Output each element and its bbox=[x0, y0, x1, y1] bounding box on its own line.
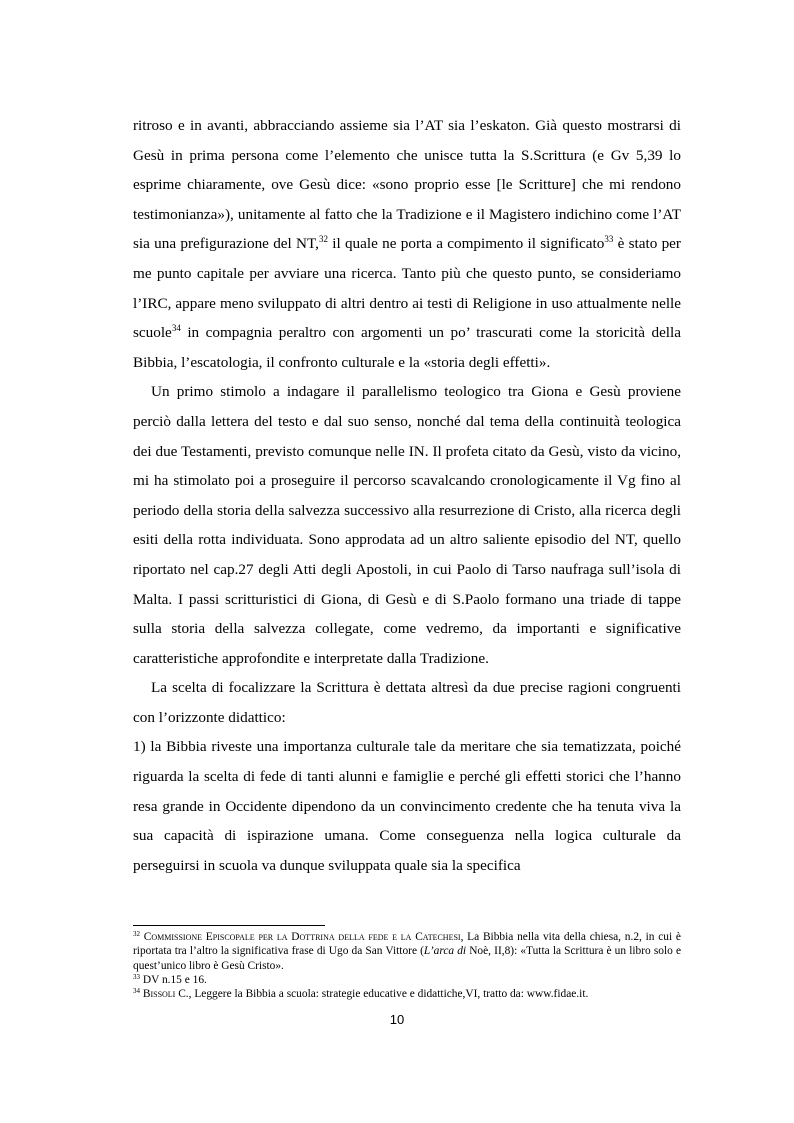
paragraph-2: Un primo stimolo a indagare il parallelismo teologico tra Giona e Gesù proviene perciò dalla lettera del testo e dal suo senso, nonché dal tema della continuità teologica dei due Testamenti, previsto comunque nelle IN. Il profeta citato da Gesù, visto da vicino, mi ha stimolato poi a proseguire il percorso scavalcando cronologicamente il Vg fino al periodo della storia della salvezza successivo alla resurrezione di Cristo, alla ricerca degli esiti della rotta individuata. Sono approdata ad un altro saliente episodio del NT, quello riportato nel cap.27 degli Atti degli Apostoli, in cui Paolo di Tarso naufraga sull’isola di Malta. I passi scritturistici di Giona, di Gesù e di S.Paolo formano una triade di tappe sulla storia della salvezza collegate, come vedremo, da importanti e significative caratteristiche approfondite e interpretate dalla Tradizione. bbox=[133, 383, 681, 667]
footnote-ref-32[interactable]: 32 bbox=[318, 234, 328, 245]
footnote-separator bbox=[133, 925, 325, 926]
footnote-ref-34[interactable]: 34 bbox=[171, 323, 181, 334]
page-number: 10 bbox=[389, 1012, 405, 1027]
body-text bbox=[133, 111, 681, 880]
footnote-33: $^{33}$ DV n.15 e 16. bbox=[133, 972, 207, 986]
footnotes bbox=[133, 930, 681, 1001]
footnote-32: $^{32}$ Commissione Episcopale per la Dottrina della fede e la Catechesi, La Bibbia nella vita della chiesa, n.2, in cui è riportata tra l’altro la significativa frase di Ugo da San Vittore (L’arca di Noè, II,8): «Tutta la Scrittura è un libro solo e quest’unico libro è Gesù Cristo». bbox=[133, 930, 682, 972]
footnote-34: $^{34}$ Bissoli C., Leggere la Bibbia a scuola: strategie educative e didattiche,VI, tratto da: www.fidae.it. bbox=[133, 987, 589, 1001]
paragraph-1: ritroso e in avanti, abbracciando assieme sia l’AT sia l’eskaton. Già questo mostrarsi di Gesù in prima persona come l’elemento che unisce tutta la S.Scrittura (e Gv 5,39 lo esprime chiaramente, ove Gesù dice: «sono proprio esse [le Scritture] che mi rendono testimonianza»), unitamente al fatto che la Tradizione e il Magistero indichino come l’AT sia una prefigurazione del NT,$^{32}$ il quale ne porta a compimento il significato$^{33}$ è stato per me punto capitale per avviare una ricerca. Tanto più che questo punto, se consideriamo l’IRC, appare meno sviluppato di altri dentro ai testi di Religione in uso attualmente nelle scuole$^{34}$ in compagnia peraltro con argomenti un po’ trascurati come la storicità della Bibbia, l’escatologia, il confronto culturale e la «storia degli effetti». bbox=[133, 117, 681, 371]
footnote-ref-33[interactable]: 33 bbox=[604, 234, 614, 245]
paragraph-4-list-item-1: 1) la Bibbia riveste una importanza culturale tale da meritare che sia tematizzata, poiché riguarda la scelta di fede di tanti alunni e famiglie e perché gli effetti storici che l’hanno resa grande in Occidente dipendono da un convincimento credente che ha tenuta viva la sua capacità di ispirazione umana. Come conseguenza nella logica culturale da perseguirsi in scuola va dunque sviluppata quale sia la specifica bbox=[133, 738, 681, 874]
paragraph-3: La scelta di focalizzare la Scrittura è dettata altresì da due precise ragioni congruenti con l’orizzonte didattico: bbox=[133, 679, 681, 726]
